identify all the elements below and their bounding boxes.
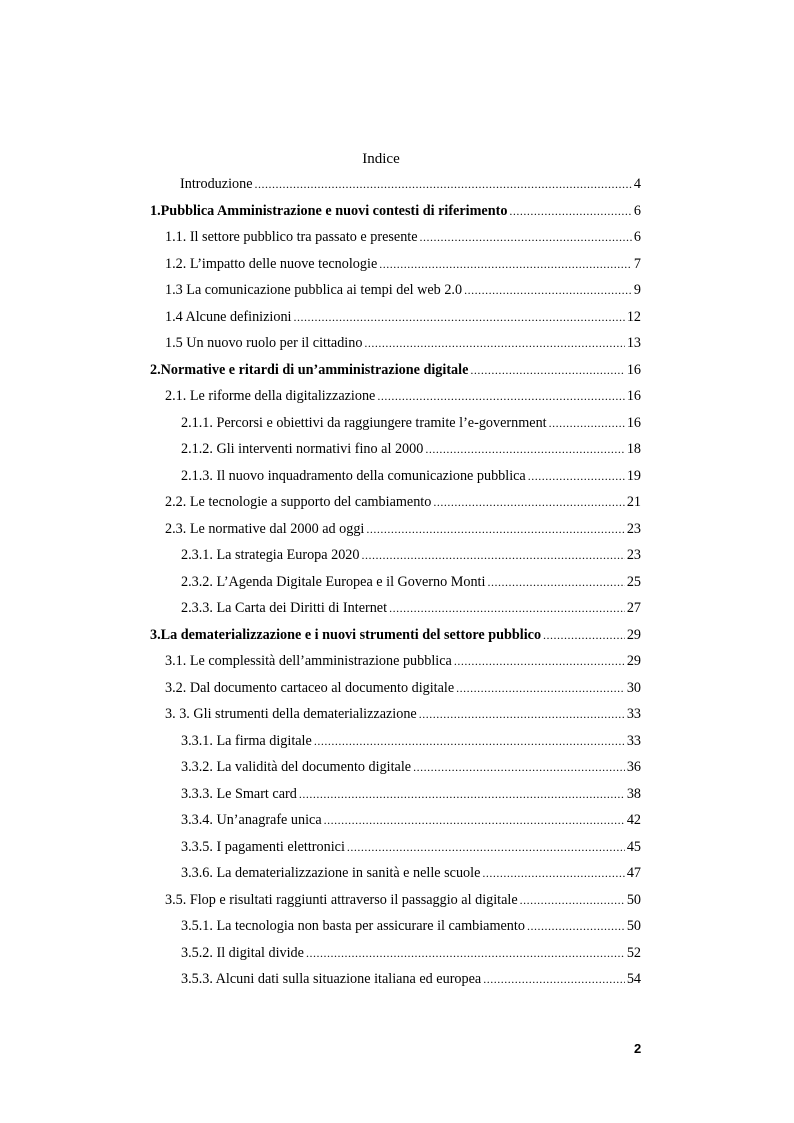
toc-leader-dots — [324, 813, 625, 828]
toc-entry[interactable] — [165, 388, 641, 410]
toc-chapter[interactable] — [150, 203, 641, 225]
toc-entry[interactable] — [165, 256, 641, 278]
toc-entry-page: 38 — [626, 785, 641, 802]
toc-leader-dots — [347, 840, 625, 855]
toc-leader-dots — [483, 972, 625, 987]
toc-leader-dots — [549, 416, 625, 431]
toc-entry-page: 6 — [633, 229, 641, 245]
toc-leader-dots — [389, 601, 625, 616]
toc-leader-dots — [299, 787, 625, 802]
toc-entry-label: 2.3.3. La Carta dei Diritti di Internet — [181, 600, 388, 616]
toc-entry-page: 42 — [626, 812, 641, 828]
toc-entry[interactable] — [165, 335, 641, 357]
toc-entry-page: 47 — [626, 865, 641, 881]
toc-entry-label: 3.3.5. I pagamenti elettronici — [181, 838, 345, 855]
toc-entry[interactable] — [165, 282, 641, 304]
toc-entry-label: 1.4 Alcune definizioni — [165, 308, 292, 325]
toc-entry-page: 16 — [626, 388, 641, 404]
toc-entry[interactable] — [181, 918, 641, 940]
toc-leader-dots — [433, 495, 624, 510]
toc-chapter-number: 3. — [150, 626, 161, 643]
toc-entry-page: 12 — [626, 308, 641, 325]
toc-leader-dots — [255, 177, 632, 192]
toc-entry-label: 3.5.2. Il digital divide — [181, 944, 304, 961]
toc-entry[interactable] — [180, 176, 641, 198]
toc-entry-page: 33 — [626, 732, 641, 749]
toc-entry[interactable] — [165, 706, 641, 728]
toc-chapter-number: 2. — [150, 361, 161, 378]
toc-entry-label: 2.3.2. L’Agenda Digitale Europea e il Governo Monti — [181, 573, 486, 590]
toc-leader-dots — [364, 336, 624, 351]
toc-entry-page: 52 — [626, 944, 641, 961]
toc-entry[interactable] — [181, 574, 641, 596]
toc-entry-page: 29 — [626, 653, 641, 669]
toc-entry-label: 1.3 La comunicazione pubblica ai tempi del web 2.0 — [165, 282, 463, 298]
toc-entry-page: 21 — [626, 494, 641, 510]
toc-entry-page: 23 — [626, 547, 641, 563]
toc-entry-label: 2.3.1. La strategia Europa 2020 — [181, 547, 360, 563]
toc-entry-label: 3.3.3. Le Smart card — [181, 785, 297, 802]
toc-entry[interactable] — [181, 547, 641, 569]
toc-leader-dots — [361, 548, 624, 563]
toc-entry-label: Introduzione — [180, 176, 253, 192]
toc-leader-dots — [509, 204, 631, 219]
toc-entry-label: 3.3.1. La firma digitale — [181, 732, 312, 749]
toc-entry-label: 3.5.3. Alcuni dati sulla situazione italiana ed europea — [181, 971, 482, 987]
toc-entry-page: 18 — [626, 441, 641, 457]
toc-leader-dots — [520, 893, 625, 908]
toc-chapter-number: 1. — [150, 202, 161, 219]
toc-entry-label: 1.5 Un nuovo ruolo per il cittadino — [165, 335, 363, 351]
toc-leader-dots — [528, 469, 625, 484]
toc-leader-dots — [314, 734, 625, 749]
toc-entry[interactable] — [165, 229, 641, 251]
toc-entry-page: 50 — [626, 918, 641, 934]
toc-leader-dots — [306, 946, 625, 961]
toc-entry-page: 13 — [626, 335, 641, 351]
toc-leader-dots — [543, 628, 625, 643]
toc-entry-label: 1.2. L’impatto delle nuove tecnologie — [165, 255, 378, 272]
toc-leader-dots — [487, 575, 624, 590]
toc-entry-label: 3.5. Flop e risultati raggiunti attraverso il passaggio al digitale — [165, 891, 518, 908]
toc-entry-page: 16 — [626, 361, 641, 378]
toc-entry-label: 3.5.1. La tecnologia non basta per assicurare il cambiamento — [181, 918, 525, 934]
toc-entry-page: 19 — [626, 467, 641, 484]
toc-entry-page: 23 — [626, 520, 641, 537]
toc-leader-dots — [527, 919, 625, 934]
toc-leader-dots — [425, 442, 624, 457]
toc-entry[interactable] — [165, 494, 641, 516]
toc-entry-label: 3.3.2. La validità del documento digitale — [181, 759, 412, 775]
toc-entry[interactable] — [165, 653, 641, 675]
page-number: 2 — [634, 1041, 642, 1056]
toc-leader-dots — [419, 707, 625, 722]
toc-entry[interactable] — [181, 786, 641, 808]
toc-entry-label: 3.1. Le complessità dell’amministrazione pubblica — [165, 653, 452, 669]
toc-entry[interactable] — [181, 733, 641, 755]
toc-entry[interactable] — [181, 441, 641, 463]
toc-entry-label: 2.1. Le riforme della digitalizzazione — [165, 388, 376, 404]
toc-entry-page: 7 — [633, 255, 641, 272]
toc-entry-label: 1.1. Il settore pubblico tra passato e presente — [165, 229, 418, 245]
toc-entry[interactable] — [181, 600, 641, 622]
toc-leader-dots — [293, 310, 624, 325]
toc-entry-label: 3.3.4. Un’anagrafe unica — [181, 812, 322, 828]
toc-entry-label: 3.3.6. La dematerializzazione in sanità e nelle scuole — [181, 865, 481, 881]
toc-entry[interactable] — [165, 892, 641, 914]
toc-entry[interactable] — [181, 812, 641, 834]
toc-chapter[interactable] — [150, 627, 641, 649]
toc-entry[interactable] — [181, 839, 641, 861]
toc-entry-label: La dematerializzazione e i nuovi strumenti del settore pubblico — [160, 626, 542, 643]
toc-entry[interactable] — [165, 521, 641, 543]
toc-leader-dots — [470, 363, 624, 378]
toc-entry-page: 25 — [626, 573, 641, 590]
toc-entry-page: 4 — [633, 176, 641, 192]
toc-entry[interactable] — [181, 865, 641, 887]
toc-entry-label: 2.2. Le tecnologie a supporto del cambiamento — [165, 494, 432, 510]
toc-entry-label: 3. 3. Gli strumenti della dematerializzazione — [165, 706, 417, 722]
toc-entry[interactable] — [165, 680, 641, 702]
toc-entry-label: 2.1.3. Il nuovo inquadramento della comunicazione pubblica — [181, 467, 526, 484]
toc-chapter[interactable] — [150, 362, 641, 384]
toc-entry-page: 33 — [626, 706, 641, 722]
toc-entry-page: 54 — [626, 971, 641, 987]
toc-leader-dots — [456, 681, 625, 696]
toc-entry-page: 45 — [626, 838, 641, 855]
toc-entry-label: 2.1.2. Gli interventi normativi fino al 2000 — [181, 441, 424, 457]
toc-entry-page: 6 — [633, 202, 641, 219]
toc-entry-page: 50 — [626, 891, 641, 908]
toc-entry-page: 27 — [626, 600, 641, 616]
toc-entry-label: 2.1.1. Percorsi e obiettivi da raggiungere tramite l’e-government — [181, 414, 547, 431]
toc-leader-dots — [377, 389, 624, 404]
toc-entry-label: Normative e ritardi di un’amministrazione digitale — [160, 361, 469, 378]
toc-leader-dots — [464, 283, 632, 298]
toc-leader-dots — [454, 654, 625, 669]
toc-title: Indice — [362, 151, 400, 167]
toc-leader-dots — [420, 230, 632, 245]
toc-entry-page: 9 — [633, 282, 641, 298]
toc-entry[interactable] — [181, 945, 641, 967]
toc-entry-page: 36 — [626, 759, 641, 775]
toc-entry-label: 3.2. Dal documento cartaceo al documento digitale — [165, 679, 455, 696]
toc-entry-page: 29 — [626, 626, 641, 643]
toc-entry[interactable] — [181, 759, 641, 781]
toc-entry[interactable] — [181, 415, 641, 437]
toc-entry-page: 30 — [626, 679, 641, 696]
toc-leader-dots — [482, 866, 624, 881]
toc-leader-dots — [413, 760, 625, 775]
toc-leader-dots — [379, 257, 632, 272]
toc-entry-label: Pubblica Amministrazione e nuovi contesti di riferimento — [160, 202, 508, 219]
toc-entry[interactable] — [181, 468, 641, 490]
toc-entry-page: 16 — [626, 414, 641, 431]
toc-leader-dots — [366, 522, 624, 537]
toc-entry[interactable] — [165, 309, 641, 331]
toc-entry-label: 2.3. Le normative dal 2000 ad oggi — [165, 520, 365, 537]
toc-entry[interactable] — [181, 971, 641, 993]
